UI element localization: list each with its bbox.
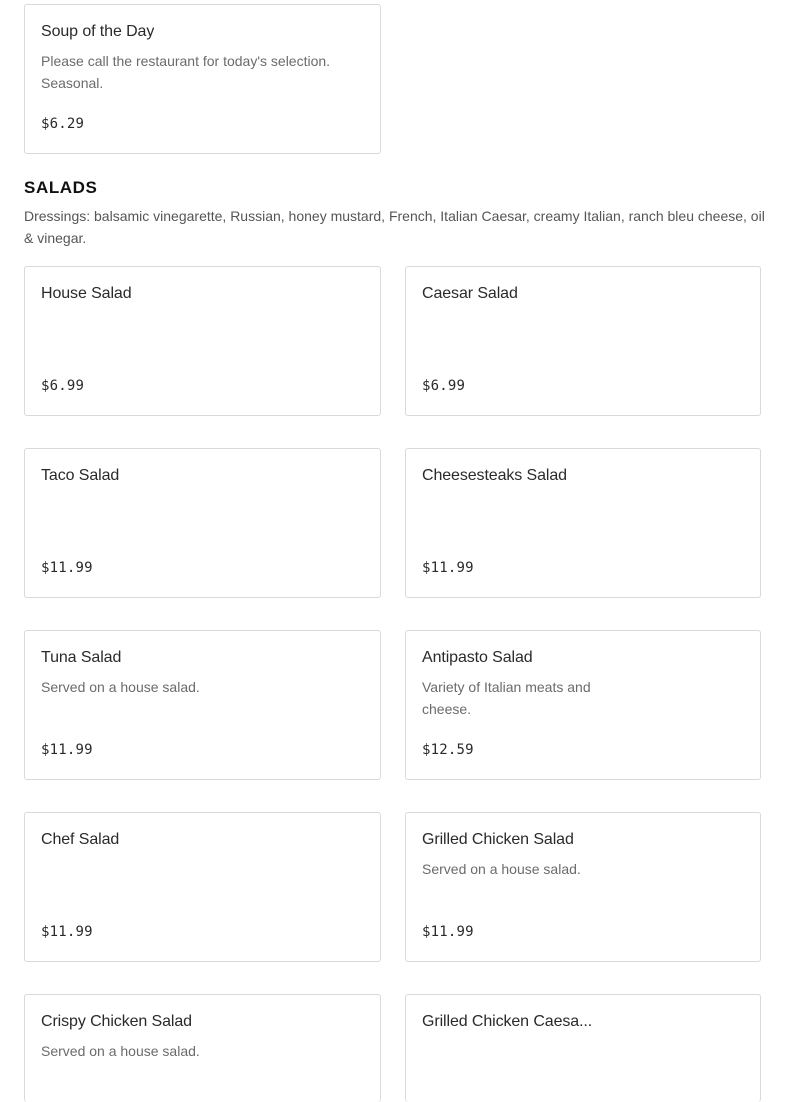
section-description: Dressings: balsamic vinegarette, Russian, honey mustard, French, Italian Caesar, creamy Italian, ranch bleu cheese, oil & vinegar. xyxy=(24,208,765,246)
menu-item-name: House Salad xyxy=(41,285,132,302)
menu-item-card-soup-of-the-day[interactable] xyxy=(24,4,381,154)
menu-item-price: $11.99 xyxy=(41,924,93,940)
menu-item-name: Chef Salad xyxy=(41,831,120,848)
section-title: SALADS xyxy=(24,178,98,197)
menu-item-card-caesar-salad[interactable] xyxy=(405,266,761,416)
menu-item-price: $12.59 xyxy=(422,742,474,758)
menu-item-card-chef-salad[interactable] xyxy=(24,812,381,962)
menu-item-card-taco-salad[interactable] xyxy=(24,448,381,598)
menu-item-name: Taco Salad xyxy=(41,467,120,484)
menu-item-price: $11.99 xyxy=(422,560,474,576)
menu-item-card-grilled-chicken-caesar-salad[interactable] xyxy=(405,994,761,1102)
menu-item-description: Served on a house salad. xyxy=(422,861,581,877)
menu-item-name: Antipasto Salad xyxy=(422,649,533,666)
menu-item-description: Served on a house salad. xyxy=(41,679,200,695)
menu-item-name: Crispy Chicken Salad xyxy=(41,1013,192,1030)
menu-item-price: $6.99 xyxy=(41,378,85,394)
menu-item-description: Served on a house salad. xyxy=(41,1043,200,1059)
menu-item-price: $6.29 xyxy=(41,116,85,132)
menu-item-name: Tuna Salad xyxy=(41,649,122,666)
menu-item-name: Caesar Salad xyxy=(422,285,518,302)
menu-item-description: Please call the restaurant for today's selection. Seasonal. xyxy=(41,53,331,91)
menu-item-card-cheesesteaks-salad[interactable] xyxy=(405,448,761,598)
menu-item-name: Cheesesteaks Salad xyxy=(422,467,567,484)
menu-item-card-antipasto-salad[interactable] xyxy=(405,630,761,780)
menu-item-price: $11.99 xyxy=(422,924,474,940)
menu-item-name: Grilled Chicken Caesa... xyxy=(422,1013,593,1030)
menu-item-price: $11.99 xyxy=(41,742,93,758)
menu-item-name: Soup of the Day xyxy=(41,23,155,40)
menu-item-price: $6.99 xyxy=(422,378,466,394)
menu-item-description: Variety of Italian meats and cheese. xyxy=(422,679,591,717)
menu-item-card-crispy-chicken-salad[interactable] xyxy=(24,994,381,1102)
menu-item-card-tuna-salad[interactable] xyxy=(24,630,381,780)
menu-item-name: Grilled Chicken Salad xyxy=(422,831,574,848)
menu-item-price: $11.99 xyxy=(41,560,93,576)
menu-item-card-grilled-chicken-salad[interactable] xyxy=(405,812,761,962)
menu-item-card-house-salad[interactable] xyxy=(24,266,381,416)
